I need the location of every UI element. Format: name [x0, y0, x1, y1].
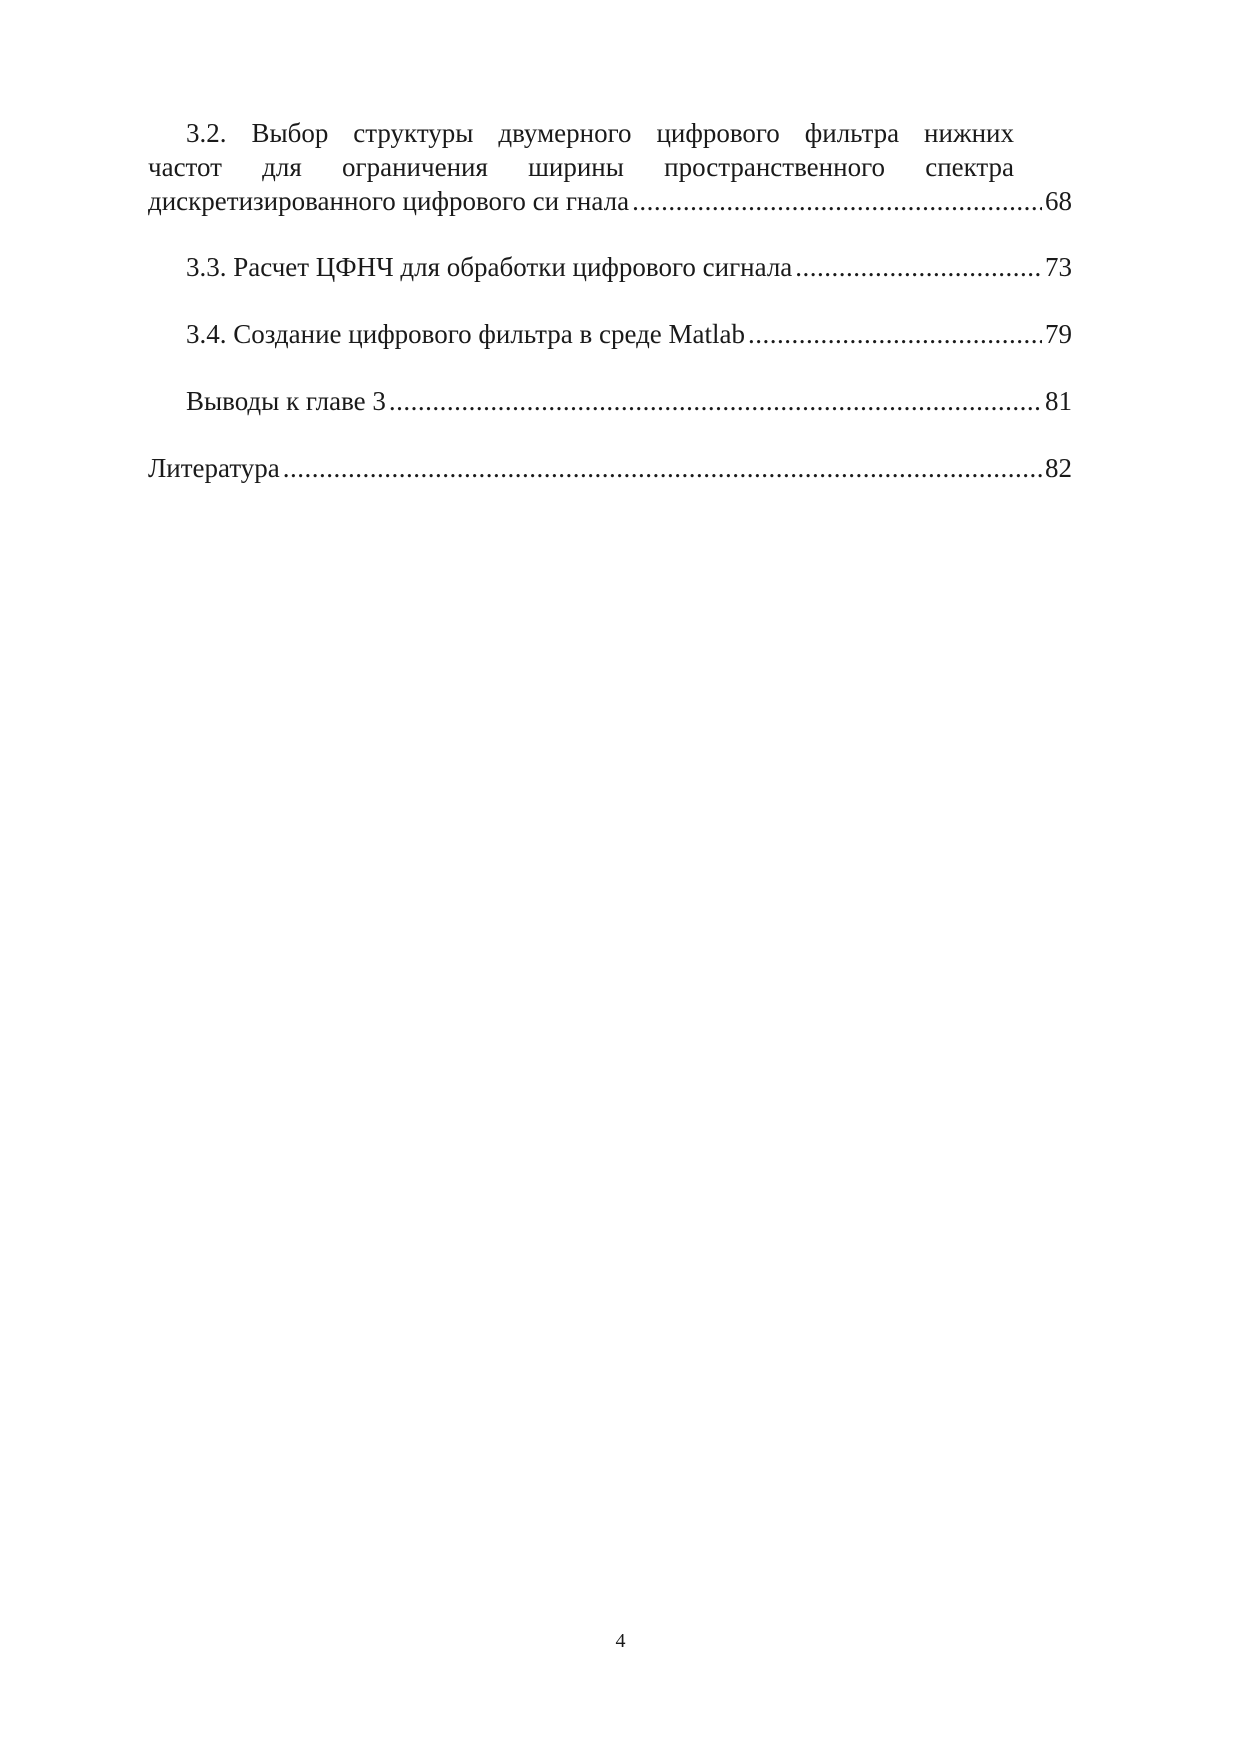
toc-entry-text-line-1: 3.2. Выбор структуры двумерного цифрового фильтра нижних — [186, 118, 1014, 148]
toc-entry-title: 3.4. Создание цифрового фильтра в среде Matlab — [186, 319, 746, 349]
toc-leader-dots — [748, 317, 1042, 351]
toc-entry-3-4[interactable] — [148, 317, 1072, 351]
toc-entry-literature[interactable] — [148, 451, 1072, 485]
toc-leader-dots — [795, 250, 1042, 284]
toc-leader-dots — [632, 184, 1042, 218]
toc-page-number: 68 — [1045, 186, 1072, 216]
toc-entry-line — [148, 451, 1072, 485]
toc-page-number: 81 — [1045, 386, 1072, 416]
toc-entry-conclusions-3[interactable] — [148, 384, 1072, 418]
toc-entry-line — [148, 317, 1072, 351]
toc-page-number: 79 — [1045, 319, 1072, 349]
toc-entry-3-2[interactable] — [148, 116, 1072, 218]
toc-entry-title: 3.3. Расчет ЦФНЧ для обработки цифрового сигнала — [186, 252, 793, 282]
toc-entry-line — [148, 250, 1072, 284]
toc-page-number: 82 — [1045, 453, 1072, 483]
toc-page-number: 73 — [1045, 252, 1072, 282]
toc-entry-title: дискретизированного цифрового си гнала — [148, 186, 630, 216]
page-number: 4 — [615, 1630, 626, 1652]
toc-entry-title: Литература — [148, 453, 280, 483]
toc-entry-3-3[interactable] — [148, 250, 1072, 284]
toc-leader-dots — [283, 451, 1042, 485]
toc-entry-title: Выводы к главе 3 — [186, 386, 386, 416]
toc-entry-last-line — [148, 184, 1072, 218]
toc-entry-line — [148, 384, 1072, 418]
toc-entry-text-line-2: частот для ограничения ширины пространственного спектра — [148, 152, 1014, 182]
toc-leader-dots — [389, 384, 1042, 418]
table-of-contents — [148, 116, 1072, 485]
